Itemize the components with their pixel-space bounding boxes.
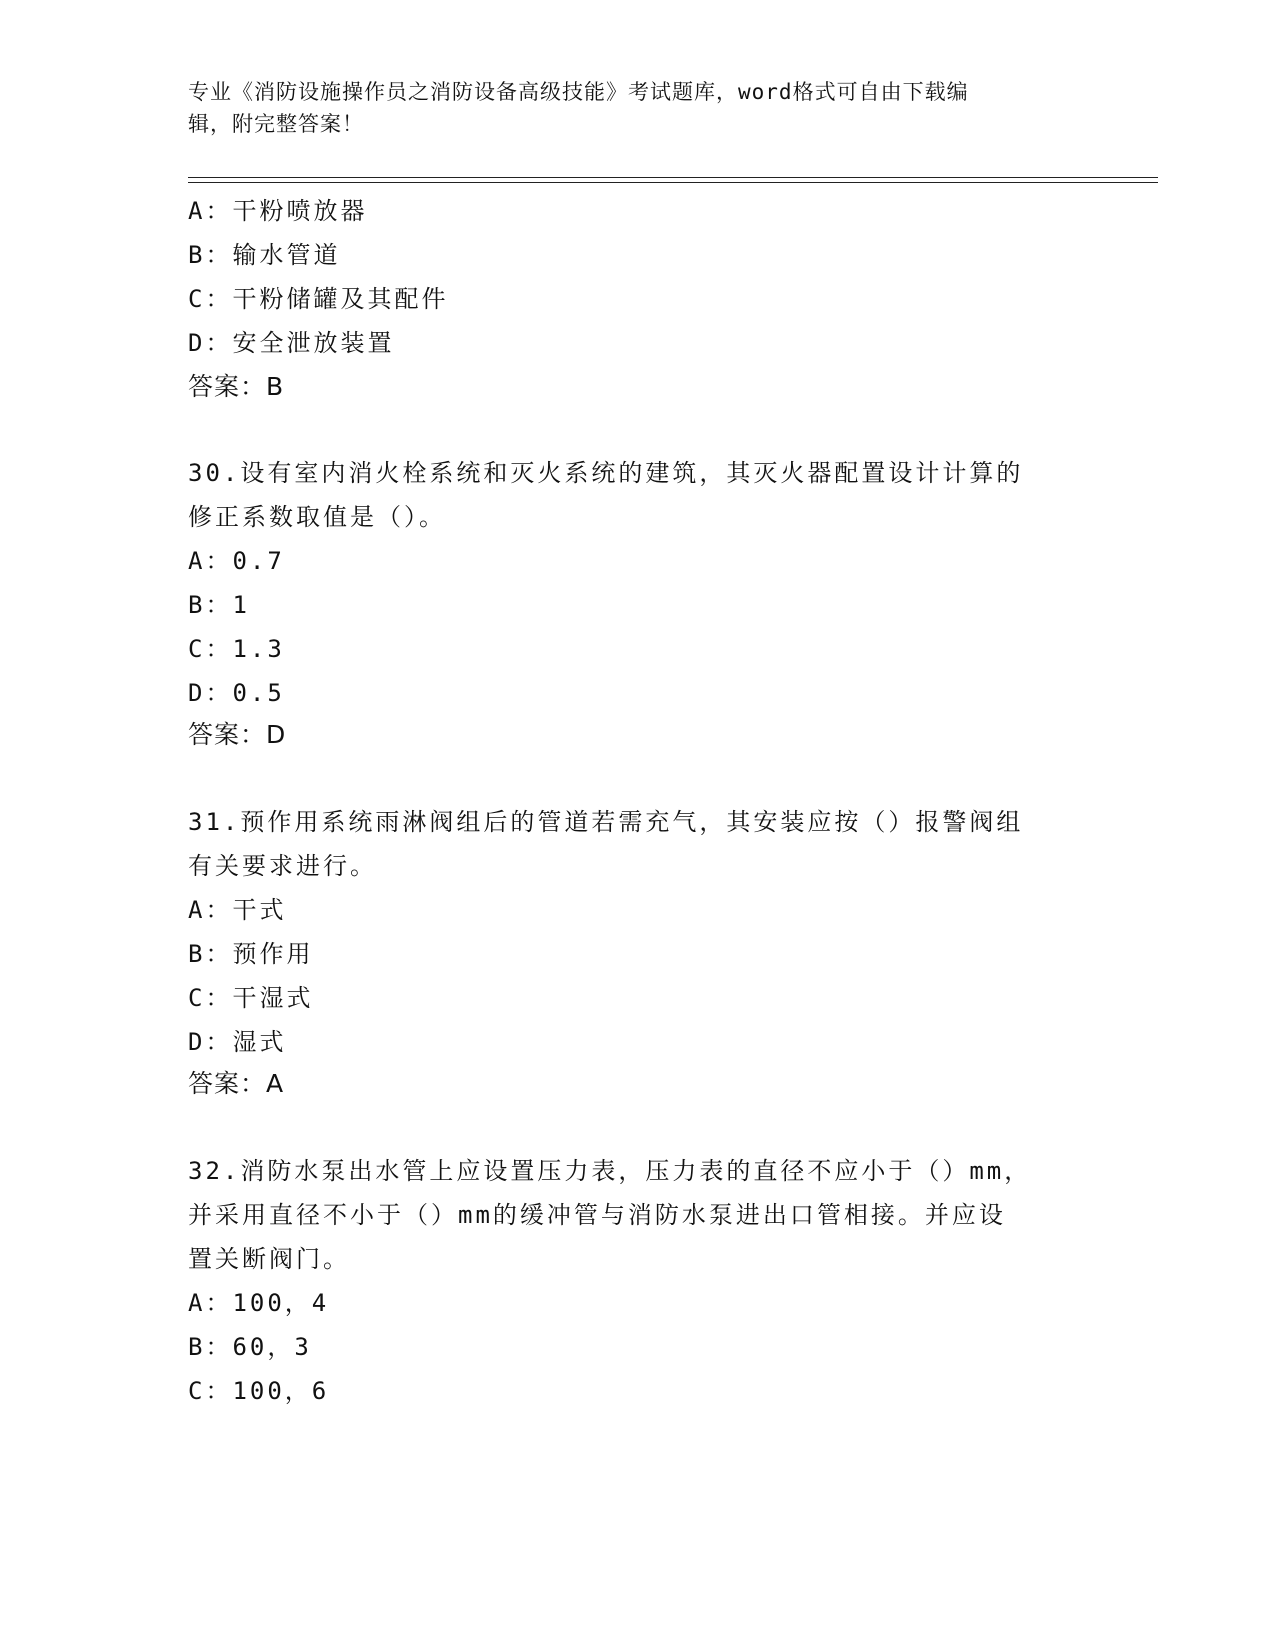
q30-answer-value: D	[266, 720, 287, 749]
q31-answer	[188, 1061, 284, 1107]
document-header	[188, 76, 1068, 140]
q29-answer	[188, 364, 284, 410]
q30-option-b: B：1	[188, 591, 250, 619]
q31-stem-line-2: 有关要求进行。	[188, 852, 377, 880]
header-line-2: 辑，附完整答案！	[188, 112, 364, 136]
q32-option-c: C：100，6	[188, 1377, 330, 1405]
q32-stem-line-2: 并采用直径不小于（）mm的缓冲管与消防水泵进出口管相接。并应设	[188, 1201, 1006, 1229]
header-line-1: 专业《消防设施操作员之消防设备高级技能》考试题库，word格式可自由下载编	[188, 80, 969, 104]
header-divider-bottom	[188, 182, 1158, 183]
q30-stem-line-1: 30.设有室内消火栓系统和灭火系统的建筑，其灭火器配置设计计算的	[188, 459, 1024, 487]
q30-option-c: C：1.3	[188, 635, 285, 663]
q30-answer	[188, 712, 286, 758]
q29-option-c: C：干粉储罐及其配件	[188, 285, 449, 313]
q31-option-c: C：干湿式	[188, 984, 314, 1012]
q29-option-b: B：输水管道	[188, 241, 341, 269]
header-divider-top	[188, 177, 1158, 178]
q31-answer-value: A	[266, 1069, 285, 1098]
q31-stem-line-1: 31.预作用系统雨淋阀组后的管道若需充气，其安装应按（）报警阀组	[188, 808, 1024, 836]
q31-answer-label: 答案：	[188, 1069, 267, 1098]
q32-stem-line-1: 32.消防水泵出水管上应设置压力表，压力表的直径不应小于（）mm，	[188, 1157, 1032, 1185]
q32-stem-line-3: 置关断阀门。	[188, 1245, 350, 1273]
q30-stem-line-2: 修正系数取值是（）。	[188, 503, 446, 531]
q29-option-a: A：干粉喷放器	[188, 197, 368, 225]
q32-option-a: A：100，4	[188, 1289, 330, 1317]
q31-option-a: A：干式	[188, 896, 287, 924]
q30-answer-label: 答案：	[188, 720, 267, 749]
q30-option-a: A：0.7	[188, 547, 285, 575]
q31-option-d: D：湿式	[188, 1028, 287, 1056]
q31-option-b: B：预作用	[188, 940, 314, 968]
q30-option-d: D：0.5	[188, 679, 285, 707]
q29-option-d: D：安全泄放装置	[188, 329, 395, 357]
q29-answer-label: 答案：	[188, 372, 267, 401]
q32-option-b: B：60，3	[188, 1333, 312, 1361]
q29-answer-value: B	[266, 372, 285, 401]
